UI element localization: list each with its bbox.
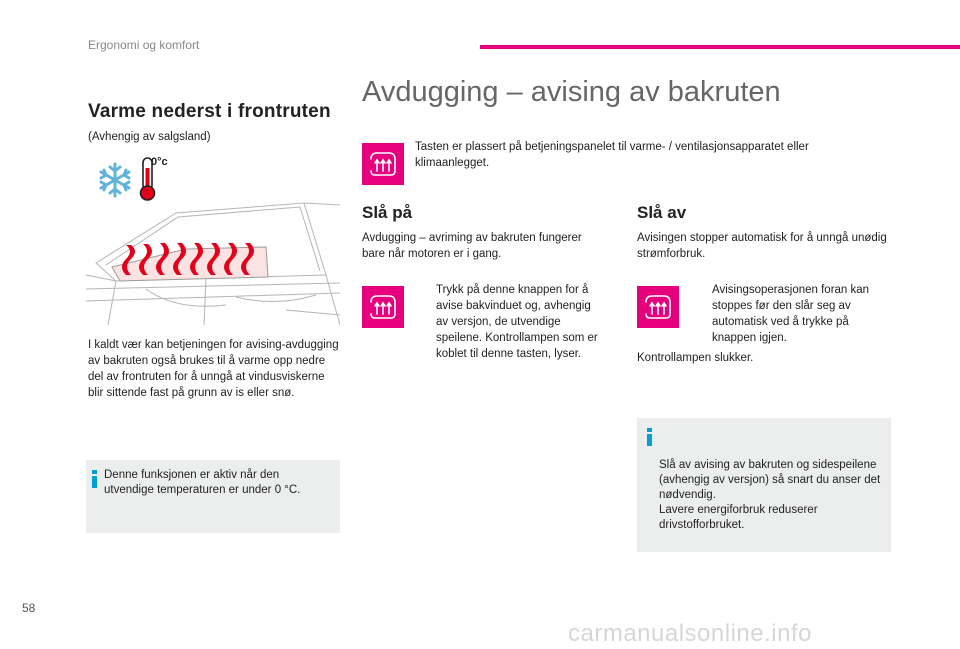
watermark: carmanualsonline.info — [568, 620, 812, 647]
section-on-bullet: Trykk på denne knappen for å avise bakvinduet og, avhengig av versjon, de utvendige speilene. Kontrollampen som er koblet til denne tasten, lyser. — [436, 284, 598, 360]
right-note-text: Slå av avising av bakruten og sidespeilene (avhengig av versjon) så snart du anser det nødvendig. Lavere energiforbruk reduserer drivstofforbruket. — [659, 459, 881, 531]
section-off-bullet: Avisingsoperasjonen foran kan stoppes før den slår seg av automatisk ved å trykke på knappen igjen. — [712, 284, 870, 344]
section-on-text: Avdugging – avriming av bakruten fungerer bare når motoren er i gang. — [362, 232, 582, 260]
page-number: 58 — [22, 601, 36, 615]
section-off-text: Avisingen stopper automatisk for å unngå unødig strømforbruk. — [637, 232, 887, 260]
left-subtitle: (Avhengig av salgsland) — [88, 131, 211, 143]
left-body-text: I kaldt vær kan betjeningen for avising-avdugging av bakruten også brukes til å varme opp nedre del av frontruten for å unngå at vindusviskerne blir sittende fast på grunn av is eller snø. — [88, 339, 339, 399]
left-title: Varme nederst i frontruten — [88, 101, 331, 122]
rear-defrost-icon — [644, 294, 672, 320]
rear-defrost-icon — [369, 151, 397, 177]
section-off-title: Slå av — [637, 203, 687, 222]
main-title: Avdugging – avising av bakruten — [362, 76, 781, 108]
section-off-after: Kontrollampen slukker. — [637, 352, 754, 364]
defrost-button-image — [362, 143, 404, 185]
defrost-button-off — [637, 286, 679, 328]
section-on-title: Slå på — [362, 203, 413, 222]
main-intro: Tasten er plassert på betjeningspanelet til varme- / ventilasjonsapparatet eller klimaanlegget. — [415, 141, 809, 169]
left-note — [86, 460, 340, 533]
temperature-label: 0°c — [151, 156, 168, 168]
right-note — [637, 418, 891, 552]
section-header: Ergonomi og komfort — [88, 38, 200, 52]
info-mark-icon — [92, 470, 97, 488]
info-mark-icon — [647, 428, 652, 446]
windshield-illustration — [86, 185, 340, 325]
rear-defrost-icon — [369, 294, 397, 320]
defrost-button-on — [362, 286, 404, 328]
header-accent-bar — [480, 45, 960, 49]
left-note-text: Denne funksjonen er aktiv når den utvendige temperaturen er under 0 °C. — [104, 469, 301, 496]
